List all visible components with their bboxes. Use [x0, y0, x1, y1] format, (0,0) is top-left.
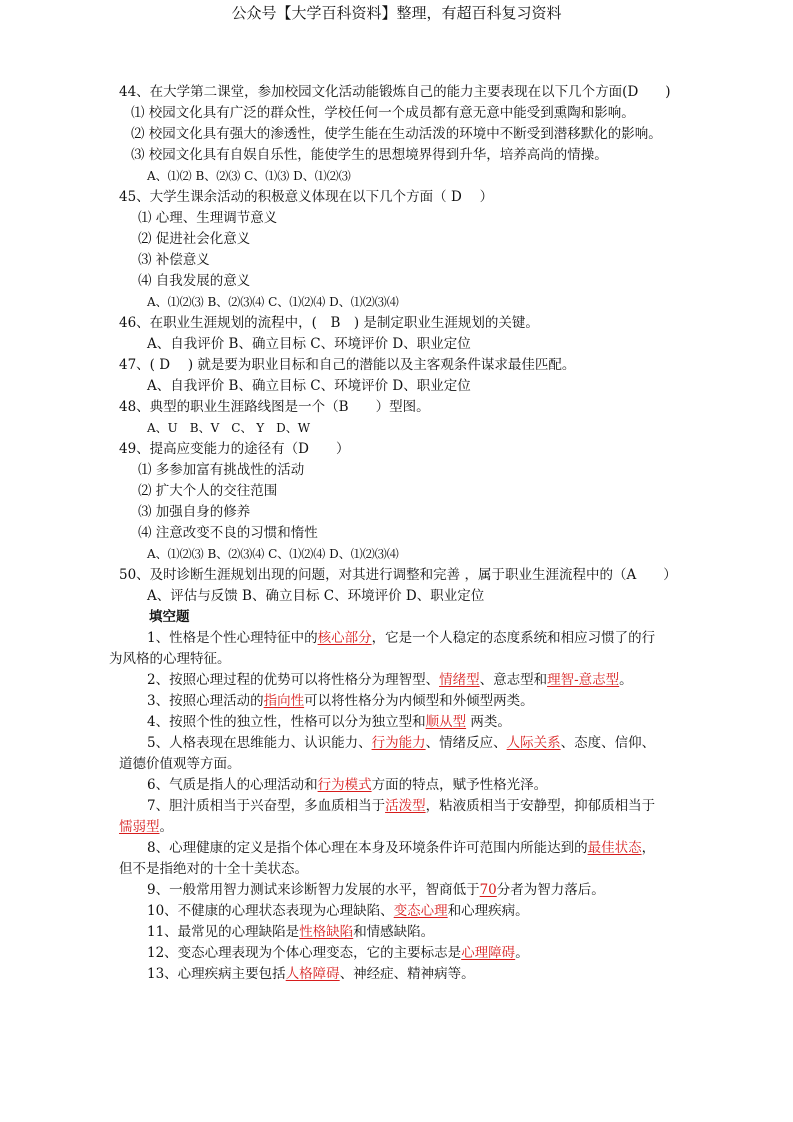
page-header: 公众号【大学百科资料】整理，有超百科复习资料 [231, 4, 562, 22]
question-49-options: A、⑴⑵⑶ B、⑵⑶⑷ C、⑴⑵⑷ D、⑴⑵⑶⑷ [147, 547, 399, 561]
question-45-item-4: ⑷ 自我发展的意义 [138, 273, 251, 289]
fill-question-1: 1、性格是个性心理特征中的核心部分，它是一个人稳定的态度系统和相应习惯了的行 [147, 630, 656, 646]
fill-question-8-cont: 但不是指绝对的十全十美状态。 [119, 861, 308, 877]
question-46: 46、在职业生涯规划的流程中，( B ) 是制定职业生涯规划的关键。 [119, 315, 539, 331]
answer-blank: 指向性 [263, 693, 305, 709]
question-49-item-2: ⑵ 扩大个人的交往范围 [138, 483, 278, 499]
fill-question-13: 13、心理疾病主要包括人格障碍、神经症、精神病等。 [147, 966, 475, 982]
question-49-item-4: ⑷ 注意改变不良的习惯和惰性 [138, 525, 318, 541]
answer-blank: 理智-意志型 [547, 672, 620, 688]
answer-blank: 行为能力 [371, 735, 426, 751]
question-49-item-1: ⑴ 多参加富有挑战性的活动 [138, 462, 305, 478]
question-49-item-3: ⑶ 加强自身的修养 [138, 504, 251, 520]
answer-blank: 心理障碍 [461, 945, 516, 961]
question-47: 47、( D ) 就是要为职业目标和自己的潜能以及主客观条件谋求最佳匹配。 [119, 357, 576, 373]
question-44-item-3: ⑶ 校园文化具有自娱自乐性，能使学生的思想境界得到升华，培养高尚的情操。 [131, 147, 608, 163]
fill-section-title: 填空题 [149, 609, 190, 625]
fill-question-8: 8、心理健康的定义是指个体心理在本身及环境条件许可范围内所能达到的最佳状态， [147, 840, 656, 856]
answer-blank: 人格障碍 [285, 966, 340, 982]
fill-question-3: 3、按照心理活动的指向性可以将性格分为内倾型和外倾型两类。 [147, 693, 534, 709]
answer-blank: 变态心理 [393, 903, 448, 919]
question-44: 44、在大学第二课堂，参加校园文化活动能锻炼自己的能力主要表现在以下几个方面(D ) [119, 84, 671, 100]
question-45: 45、大学生课余活动的积极意义体现在以下几个方面（ D ） [119, 189, 494, 205]
fill-question-4: 4、按照个性的独立性，性格可以分为独立型和顺从型 两类。 [147, 714, 511, 730]
fill-question-2: 2、按照心理过程的优势可以将性格分为理智型、情绪型、意志型和理智-意志型。 [147, 672, 633, 688]
fill-question-7: 7、胆汁质相当于兴奋型，多血质相当于活泼型，粘液质相当于安静型，抑郁质相当于 [147, 798, 656, 814]
question-45-item-1: ⑴ 心理、生理调节意义 [138, 210, 278, 226]
answer-blank: 性格缺陷 [299, 924, 354, 940]
fill-question-10: 10、不健康的心理状态表现为心理缺陷、变态心理和心理疾病。 [147, 903, 529, 919]
question-44-item-1: ⑴ 校园文化具有广泛的群众性，学校任何一个成员都有意无意中能受到熏陶和影响。 [131, 105, 635, 121]
fill-question-7-cont: 懦弱型。 [119, 819, 173, 835]
question-49: 49、提高应变能力的途径有（D ） [119, 441, 350, 457]
question-44-options: A、⑴⑵ B、⑵⑶ C、⑴⑶ D、⑴⑵⑶ [147, 169, 351, 183]
fill-question-1-cont: 为风格的心理特征。 [109, 651, 231, 667]
answer-blank: 行为模式 [317, 777, 372, 793]
fill-question-12: 12、变态心理表现为个体心理变态，它的主要标志是心理障碍。 [147, 945, 529, 961]
question-45-options: A、⑴⑵⑶ B、⑵⑶⑷ C、⑴⑵⑷ D、⑴⑵⑶⑷ [147, 295, 399, 309]
answer-blank: 70 [479, 882, 497, 898]
fill-question-5-cont: 道德价值观等方面。 [119, 756, 241, 772]
question-45-item-2: ⑵ 促进社会化意义 [138, 231, 251, 247]
question-48: 48、典型的职业生涯路线图是一个（B ）型图。 [119, 399, 430, 415]
answer-blank: 最佳状态 [587, 840, 642, 856]
question-47-options: A、自我评价 B、确立目标 C、环境评价 D、职业定位 [147, 378, 471, 394]
question-46-options: A、自我评价 B、确立目标 C、环境评价 D、职业定位 [147, 336, 471, 352]
fill-question-6: 6、气质是指人的心理活动和行为模式方面的特点，赋予性格光泽。 [147, 777, 548, 793]
answer-blank: 情绪型 [439, 672, 480, 688]
answer-blank: 人际关系 [506, 735, 561, 751]
question-45-item-3: ⑶ 补偿意义 [138, 252, 210, 268]
fill-question-5: 5、人格表现在思维能力、认识能力、行为能力、情绪反应、人际关系、态度、信仰、 [147, 735, 656, 751]
question-50: 50、及时诊断生涯规划出现的问题，对其进行调整和完善 ，属于职业生涯流程中的（A ） [119, 567, 677, 583]
answer-blank: 核心部分 [317, 630, 372, 646]
question-50-options: A、评估与反馈 B、确立目标 C、环境评价 D、职业定位 [147, 588, 485, 604]
answer-blank: 活泼型 [385, 798, 426, 814]
answer-blank: 懦弱型 [119, 819, 160, 835]
answer-blank: 顺从型 [425, 714, 467, 730]
fill-question-9: 9、一般常用智力测试来诊断智力发展的水平，智商低于70分者为智力落后。 [147, 882, 605, 898]
question-48-options: A、U B、V C、 Y D、W [147, 421, 311, 435]
fill-question-11: 11、最常见的心理缺陷是性格缺陷和情感缺陷。 [147, 924, 435, 940]
question-44-item-2: ⑵ 校园文化具有强大的渗透性，使学生能在生动活泼的环境中不断受到潜移默化的影响。 [131, 126, 662, 142]
